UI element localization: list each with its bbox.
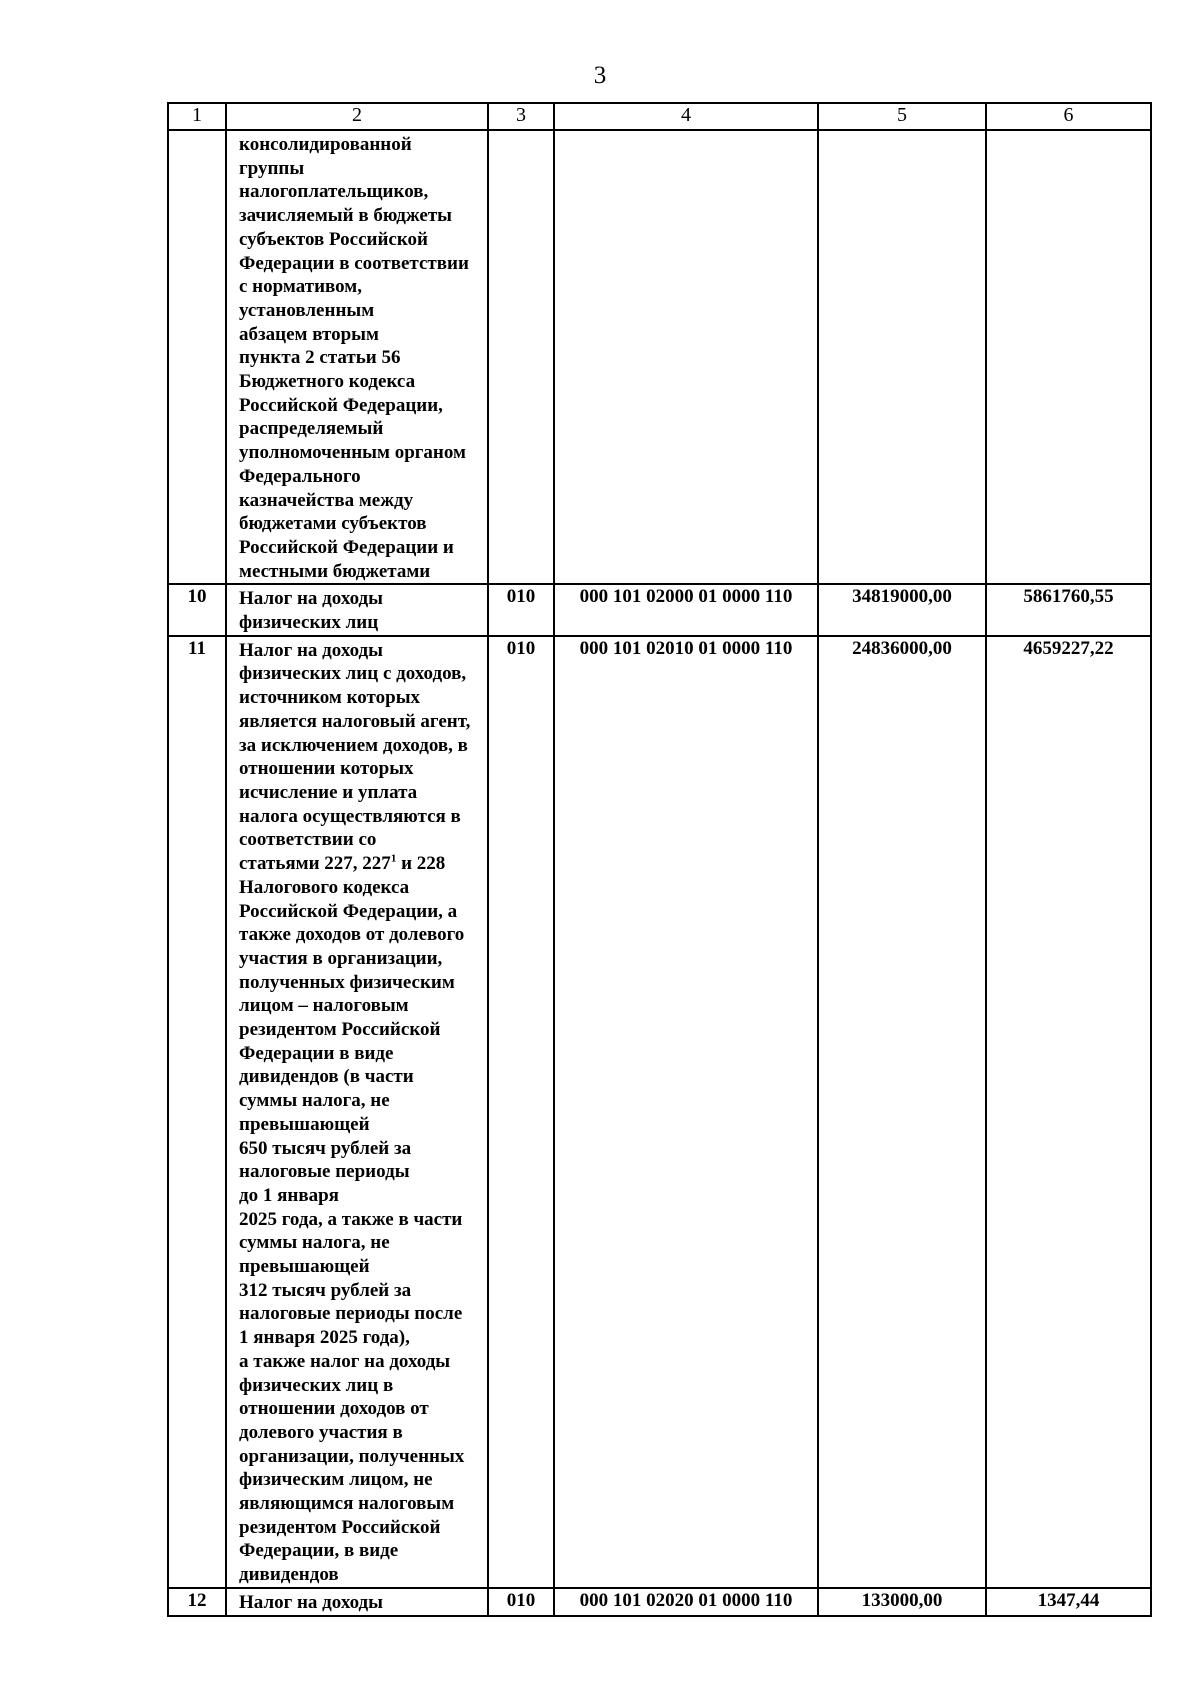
description-line: Налогового кодекса xyxy=(239,876,410,898)
description-line: резидентом Российской xyxy=(239,1516,441,1538)
description-line: группы xyxy=(239,157,305,179)
description-line: лицом – налоговым xyxy=(239,995,409,1017)
table-header-row xyxy=(168,103,1151,130)
column-header: 6 xyxy=(986,103,1151,130)
description-line: установленным xyxy=(239,299,375,321)
description-line: отношении доходов от xyxy=(239,1398,429,1420)
row-col3-cell xyxy=(488,130,554,584)
description-line: суммы налога, не xyxy=(239,1090,390,1112)
description-line: дивидендов xyxy=(239,1564,339,1586)
description-line: Бюджетного кодекса xyxy=(239,371,416,393)
description-line: суммы налога, не xyxy=(239,1232,390,1254)
row-plan-cell: 133000,00 xyxy=(818,1588,986,1616)
row-number-cell: 12 xyxy=(168,1588,226,1616)
column-header: 5 xyxy=(818,103,986,130)
description-line: является налоговый агент, xyxy=(239,710,471,732)
table-row xyxy=(168,636,1151,1588)
description-line: зачисляемый в бюджеты xyxy=(239,205,452,227)
row-col3-cell: 010 xyxy=(488,584,554,635)
description-text xyxy=(227,637,487,1587)
description-line: налогоплательщиков, xyxy=(239,181,429,203)
description-line: исчисление и уплата xyxy=(239,781,418,803)
description-line: консолидированной xyxy=(239,134,412,155)
description-line: 312 тысяч рублей за xyxy=(239,1279,412,1301)
revenue-table xyxy=(167,102,1152,1617)
description-line: абзацем вторым xyxy=(239,323,379,345)
column-header: 1 xyxy=(168,103,226,130)
description-line: с нормативом, xyxy=(239,276,362,298)
description-line: Налог на доходы xyxy=(239,1591,383,1613)
description-line: Налог на доходы xyxy=(239,588,383,610)
description-line: до 1 января xyxy=(239,1184,339,1206)
row-plan-cell xyxy=(818,130,986,584)
table-row xyxy=(168,1588,1151,1616)
table-row xyxy=(168,130,1151,584)
row-number-cell xyxy=(168,130,226,584)
description-line: физических лиц с доходов, xyxy=(239,663,467,685)
description-line: физических лиц в xyxy=(239,1374,394,1396)
row-description-cell xyxy=(226,636,488,1588)
description-line: за исключением доходов, в xyxy=(239,734,468,756)
column-header: 3 xyxy=(488,103,554,130)
description-line: Российской Федерации и xyxy=(239,536,454,558)
description-line: превышающей xyxy=(239,1256,370,1278)
description-line: Российской Федерации, а xyxy=(239,900,458,922)
description-text xyxy=(227,585,487,634)
description-text xyxy=(227,131,487,583)
articles-superscript: 1 xyxy=(390,852,397,865)
description-line: распределяемый xyxy=(239,418,384,440)
description-line: превышающей xyxy=(239,1113,370,1135)
description-line: физическим лицом, не xyxy=(239,1469,433,1491)
row-number-cell: 10 xyxy=(168,584,226,635)
column-header: 4 xyxy=(554,103,818,130)
description-line: 2025 года, а также в части xyxy=(239,1208,463,1230)
description-line: участия в организации, xyxy=(239,947,443,969)
description-line: налоговые периоды xyxy=(239,1161,410,1183)
description-line: пункта 2 статьи 56 xyxy=(239,347,401,369)
description-line: налога осуществляются в xyxy=(239,805,461,827)
description-line: казначейства между xyxy=(239,489,414,511)
description-line: бюджетами субъектов xyxy=(239,513,427,535)
row-code-cell: 000 101 02000 01 0000 110 xyxy=(554,584,818,635)
row-code-cell: 000 101 02020 01 0000 110 xyxy=(554,1588,818,1616)
description-line: субъектов Российской xyxy=(239,228,429,250)
description-line: Федерации в соответствии xyxy=(239,252,469,274)
row-col3-cell: 010 xyxy=(488,1588,554,1616)
row-code-cell xyxy=(554,130,818,584)
row-actual-cell: 1347,44 xyxy=(986,1588,1151,1616)
description-text xyxy=(227,1589,487,1615)
row-code-cell: 000 101 02010 01 0000 110 xyxy=(554,636,818,1588)
column-header: 2 xyxy=(226,103,488,130)
description-line: организации, полученных xyxy=(239,1445,465,1467)
description-line: а также налог на доходы xyxy=(239,1350,451,1372)
description-line: Федерации в виде xyxy=(239,1042,394,1064)
row-col3-cell: 010 xyxy=(488,636,554,1588)
description-line: местными бюджетами xyxy=(239,560,431,582)
table-row xyxy=(168,584,1151,635)
row-plan-cell: 24836000,00 xyxy=(818,636,986,1588)
row-description-cell xyxy=(226,130,488,584)
row-description-cell xyxy=(226,1588,488,1616)
description-line: также доходов от долевого xyxy=(239,924,465,946)
description-line: уполномоченным органом xyxy=(239,442,466,464)
description-line: 1 января 2025 года), xyxy=(239,1327,410,1349)
articles-suffix: и 228 xyxy=(396,853,446,875)
description-line: резидентом Российской xyxy=(239,1019,441,1041)
description-line: являющимся налоговым xyxy=(239,1493,455,1515)
description-line: налоговые периоды после xyxy=(239,1303,463,1325)
row-number-cell: 11 xyxy=(168,636,226,1588)
description-line: Российской Федерации, xyxy=(239,394,443,416)
row-description-cell xyxy=(226,584,488,635)
description-line: долевого участия в xyxy=(239,1421,403,1443)
description-line: соответствии со xyxy=(239,829,377,851)
description-line: Федерации, в виде xyxy=(239,1540,399,1562)
description-line: полученных физическим xyxy=(239,971,455,993)
description-line: физических лиц xyxy=(239,612,379,634)
row-actual-cell: 5861760,55 xyxy=(986,584,1151,635)
description-line: 650 тысяч рублей за xyxy=(239,1137,412,1159)
articles-text: статьями 227, 227 xyxy=(239,853,391,875)
description-line xyxy=(239,852,481,876)
page-number: 3 xyxy=(593,62,607,89)
description-line: Федерального xyxy=(239,465,361,487)
description-line: дивидендов (в части xyxy=(239,1066,414,1088)
row-actual-cell xyxy=(986,130,1151,584)
description-line: Налог на доходы xyxy=(239,639,383,661)
row-actual-cell: 4659227,22 xyxy=(986,636,1151,1588)
row-plan-cell: 34819000,00 xyxy=(818,584,986,635)
description-line: отношении которых xyxy=(239,758,414,780)
description-line: источником которых xyxy=(239,687,421,709)
